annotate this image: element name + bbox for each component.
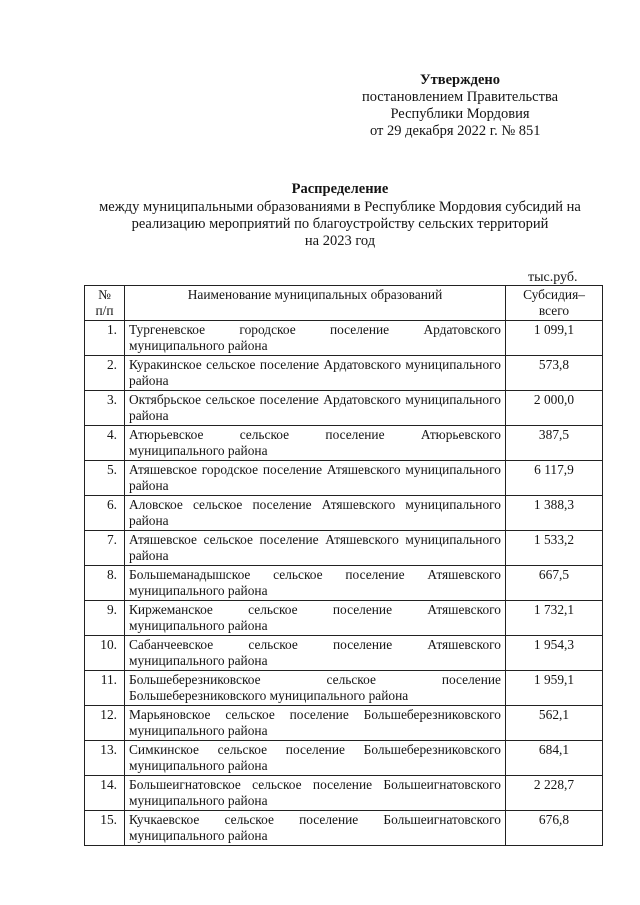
table-row xyxy=(85,356,603,391)
row-value: 6 117,9 xyxy=(506,461,603,496)
header-number xyxy=(85,286,125,321)
table-row xyxy=(85,391,603,426)
row-name: Большеманадышское сельское поселение Атяшевского муниципального района xyxy=(125,566,506,601)
row-name: Атюрьевское сельское поселение Атюрьевского муниципального района xyxy=(125,426,506,461)
row-value: 2 228,7 xyxy=(506,776,603,811)
row-number: 12. xyxy=(85,706,125,741)
header-number-symbol: № xyxy=(98,287,111,302)
row-value: 1 099,1 xyxy=(506,321,603,356)
row-number: 10. xyxy=(85,636,125,671)
table-row xyxy=(85,706,603,741)
row-number: 9. xyxy=(85,601,125,636)
heading-line-1: между муниципальными образованиями в Республике Мордовия субсидий на xyxy=(99,199,581,215)
table-row xyxy=(85,811,603,846)
row-number: 2. xyxy=(85,356,125,391)
units-label: тыс.руб. xyxy=(528,270,578,285)
row-name: Симкинское сельское поселение Большеберезниковского муниципального района xyxy=(125,741,506,776)
row-value: 562,1 xyxy=(506,706,603,741)
table-row xyxy=(85,531,603,566)
header-subsidy-line-1: Субсидия– xyxy=(523,287,585,302)
row-name: Куракинское сельское поселение Ардатовского муниципального района xyxy=(125,356,506,391)
row-number: 6. xyxy=(85,496,125,531)
table-row xyxy=(85,321,603,356)
row-number: 11. xyxy=(85,671,125,706)
row-value: 667,5 xyxy=(506,566,603,601)
row-name: Марьяновское сельское поселение Большеберезниковского муниципального района xyxy=(125,706,506,741)
row-name: Кучкаевское сельское поселение Большеигнатовского муниципального района xyxy=(125,811,506,846)
row-value: 2 000,0 xyxy=(506,391,603,426)
approval-line-2: Республики Мордовия xyxy=(390,106,530,122)
header-number-abbr: п/п xyxy=(95,303,114,318)
heading-line-2: реализацию мероприятий по благоустройству сельских территорий xyxy=(131,216,549,232)
header-name: Наименование муниципальных образований xyxy=(125,286,506,321)
table-row xyxy=(85,601,603,636)
row-name: Киржеманское сельское поселение Атяшевского муниципального района xyxy=(125,601,506,636)
document-title: Распределение xyxy=(291,181,389,197)
row-name: Тургеневское городское поселение Ардатовского муниципального района xyxy=(125,321,506,356)
row-number: 15. xyxy=(85,811,125,846)
distribution-table xyxy=(84,285,603,846)
table-row xyxy=(85,741,603,776)
row-name: Атяшевское городское поселение Атяшевского муниципального района xyxy=(125,461,506,496)
row-value: 1 388,3 xyxy=(506,496,603,531)
row-value: 684,1 xyxy=(506,741,603,776)
row-name: Атяшевское сельское поселение Атяшевского муниципального района xyxy=(125,531,506,566)
row-number: 5. xyxy=(85,461,125,496)
row-number: 14. xyxy=(85,776,125,811)
row-name: Аловское сельское поселение Атяшевского муниципального района xyxy=(125,496,506,531)
table-row xyxy=(85,461,603,496)
row-number: 8. xyxy=(85,566,125,601)
approval-date-number: от 29 декабря 2022 г. № 851 xyxy=(370,123,541,139)
table-row xyxy=(85,496,603,531)
row-value: 676,8 xyxy=(506,811,603,846)
heading-line-3: на 2023 год xyxy=(304,233,376,249)
row-name: Сабанчеевское сельское поселение Атяшевского муниципального района xyxy=(125,636,506,671)
table-row xyxy=(85,671,603,706)
row-value: 1 954,3 xyxy=(506,636,603,671)
row-number: 13. xyxy=(85,741,125,776)
row-value: 1 533,2 xyxy=(506,531,603,566)
header-subsidy-line-2: всего xyxy=(538,303,570,318)
approval-line-1: постановлением Правительства xyxy=(361,89,559,105)
approval-title: Утверждено xyxy=(420,72,500,88)
approval-block xyxy=(340,72,580,140)
row-value: 573,8 xyxy=(506,356,603,391)
row-number: 4. xyxy=(85,426,125,461)
row-number: 7. xyxy=(85,531,125,566)
table-row xyxy=(85,636,603,671)
table-row xyxy=(85,426,603,461)
table-row xyxy=(85,566,603,601)
table-row xyxy=(85,776,603,811)
header-subsidy xyxy=(506,286,603,321)
row-name: Большеигнатовское сельское поселение Большеигнатовского муниципального района xyxy=(125,776,506,811)
row-number: 1. xyxy=(85,321,125,356)
row-value: 387,5 xyxy=(506,426,603,461)
row-number: 3. xyxy=(85,391,125,426)
document-heading xyxy=(60,181,620,250)
row-name: Октябрьское сельское поселение Ардатовского муниципального района xyxy=(125,391,506,426)
row-value: 1 732,1 xyxy=(506,601,603,636)
table-header-row xyxy=(85,286,603,321)
row-name: Большеберезниковское сельское поселение Большеберезниковского муниципального района xyxy=(125,671,506,706)
row-value: 1 959,1 xyxy=(506,671,603,706)
